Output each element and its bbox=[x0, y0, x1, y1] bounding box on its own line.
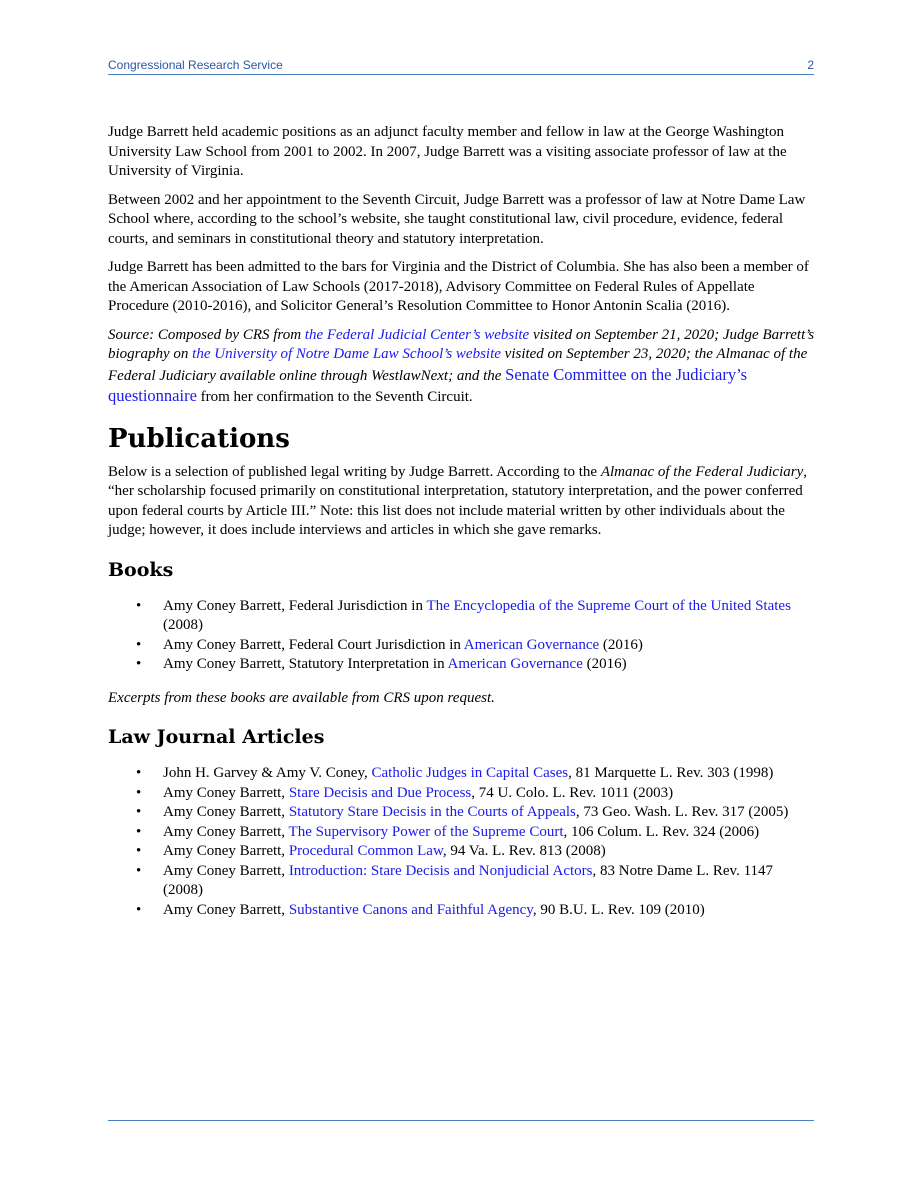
bullet-icon: • bbox=[136, 804, 142, 820]
source-text-3: visited on September 23, 2020; the Almanac of the Federal Judiciary available online through WestlawNext; and the bbox=[108, 346, 808, 384]
citation-title-link[interactable]: Procedural Common Law bbox=[288, 843, 443, 859]
citation-source: , 106 Colum. L. Rev. 324 (2006) bbox=[563, 823, 760, 840]
citation-author: Amy Coney Barrett, bbox=[163, 804, 289, 820]
bullet-icon: • bbox=[136, 823, 142, 840]
citation-source: , 74 U. Colo. L. Rev. 1011 (2003) bbox=[471, 784, 674, 801]
bullet-icon: • bbox=[136, 784, 142, 801]
book-item bbox=[108, 655, 816, 675]
article-item bbox=[108, 823, 816, 843]
citation-source: , 73 Geo. Wash. L. Rev. 317 (2005) bbox=[575, 804, 789, 820]
header-org: Congressional Research Service bbox=[108, 58, 283, 72]
source-text-4: from her confirmation to the Seventh Circuit. bbox=[196, 389, 473, 405]
citation-author: Amy Coney Barrett, Federal Jurisdiction in bbox=[163, 597, 427, 614]
header-rule bbox=[108, 74, 814, 75]
citation-title-link[interactable]: Catholic Judges in Capital Cases bbox=[371, 765, 569, 781]
citation-source: , 83 Notre Dame L. Rev. 1147 (2008) bbox=[163, 862, 774, 898]
citation-title-link[interactable]: Introduction: Stare Decisis and Nonjudicial Actors bbox=[288, 862, 593, 879]
header-page-number: 2 bbox=[807, 58, 814, 72]
publications-heading: Publications bbox=[108, 423, 290, 454]
citation-title-link[interactable]: Substantive Canons and Faithful Agency bbox=[288, 901, 533, 918]
source-text-2: visited on September 21, 2020; Judge Barrett’s biography on bbox=[108, 326, 815, 362]
bullet-icon: • bbox=[136, 862, 142, 879]
source-link-notre-dame[interactable]: the University of Notre Dame Law School’s website bbox=[192, 346, 501, 362]
bio-paragraph-1: Judge Barrett held academic positions as an adjunct faculty member and fellow in law at the George Washington University Law School from 2001 to 2002. In 2007, Judge Barrett was a visiting associate professor of law at the University of Virginia. bbox=[108, 124, 787, 179]
article-item bbox=[108, 862, 816, 901]
citation-source: , 90 B.U. L. Rev. 109 (2010) bbox=[532, 901, 705, 918]
citation-author: Amy Coney Barrett, Federal Court Jurisdiction in bbox=[163, 636, 464, 653]
books-availability-note: Excerpts from these books are available from CRS upon request. bbox=[108, 689, 495, 706]
citation-author: Amy Coney Barrett, bbox=[163, 784, 289, 801]
source-link-senate-questionnaire[interactable]: Senate Committee on the Judiciary’s questionnaire bbox=[108, 364, 748, 405]
citation-title-link[interactable]: The Encyclopedia of the Supreme Court of the United States bbox=[426, 597, 791, 614]
article-item bbox=[108, 803, 816, 823]
book-item bbox=[108, 636, 816, 656]
article-item bbox=[108, 901, 816, 921]
bullet-icon: • bbox=[136, 597, 142, 614]
citation-source: , 81 Marquette L. Rev. 303 (1998) bbox=[568, 765, 774, 781]
book-item bbox=[108, 597, 816, 636]
page-content bbox=[108, 123, 816, 934]
article-item bbox=[108, 842, 816, 862]
citation-source: (2016) bbox=[599, 636, 643, 653]
bio-paragraph-2: Between 2002 and her appointment to the Seventh Circuit, Judge Barrett was a professor of law at Notre Dame Law School where, according to the school’s website, she taught constitutional law, civil procedure, evidence, federal courts, and seminars in constitutional theory and statutory interpretation. bbox=[108, 191, 806, 247]
source-text-1: Source: Composed by CRS from bbox=[108, 326, 305, 343]
intro-text-1: Below is a selection of published legal writing by Judge Barrett. According to the bbox=[108, 463, 601, 480]
article-item bbox=[108, 764, 816, 784]
footer-rule bbox=[108, 1120, 814, 1121]
bullet-icon: • bbox=[136, 843, 142, 859]
articles-heading: Law Journal Articles bbox=[108, 726, 325, 748]
books-heading: Books bbox=[108, 558, 174, 581]
article-item bbox=[108, 784, 816, 804]
bullet-icon: • bbox=[136, 765, 142, 781]
publications-intro bbox=[108, 463, 816, 541]
bullet-icon: • bbox=[136, 636, 142, 653]
citation-author: Amy Coney Barrett, bbox=[163, 862, 289, 879]
citation-author: Amy Coney Barrett, Statutory Interpretation in bbox=[163, 656, 448, 672]
citation-author: Amy Coney Barrett, bbox=[163, 901, 289, 918]
citation-author: John H. Garvey & Amy V. Coney, bbox=[163, 765, 372, 781]
citation-source: (2008) bbox=[163, 617, 203, 633]
source-link-fjc[interactable]: the Federal Judicial Center’s website bbox=[304, 326, 530, 343]
bullet-icon: • bbox=[136, 901, 142, 918]
citation-title-link[interactable]: American Governance bbox=[463, 636, 600, 653]
citation-title-link[interactable]: Stare Decisis and Due Process bbox=[288, 784, 472, 801]
articles-list bbox=[108, 764, 816, 920]
intro-almanac-title: Almanac of the Federal Judiciary bbox=[600, 463, 804, 480]
citation-source: , 94 Va. L. Rev. 813 (2008) bbox=[442, 843, 606, 859]
books-list bbox=[108, 597, 816, 675]
citation-author: Amy Coney Barrett, bbox=[163, 823, 289, 840]
page-header bbox=[108, 58, 814, 72]
intro-text-2: , “her scholarship focused primarily on constitutional interpretation, statutory interpretation, and the power conferred upon federal courts by Article III.” Note: this list does not include material written by other individuals about the judge; however, it does include interviews and articles in which she gave remarks. bbox=[108, 463, 808, 538]
citation-title-link[interactable]: Statutory Stare Decisis in the Courts of Appeals bbox=[288, 804, 576, 820]
citation-author: Amy Coney Barrett, bbox=[163, 843, 289, 859]
citation-title-link[interactable]: The Supervisory Power of the Supreme Court bbox=[288, 823, 564, 840]
bullet-icon: • bbox=[136, 656, 142, 672]
bio-paragraph-3: Judge Barrett has been admitted to the bars for Virginia and the District of Columbia. She has also been a member of the American Association of Law Schools (2017-2018), Advisory Committee on Federal Rules of Appellate Procedure (2010-2016), and Solicitor General’s Resolution Committee to Honor Antonin Scalia (2016). bbox=[108, 259, 809, 314]
citation-title-link[interactable]: American Governance bbox=[447, 656, 583, 672]
citation-source: (2016) bbox=[582, 656, 627, 672]
source-note bbox=[108, 326, 816, 408]
